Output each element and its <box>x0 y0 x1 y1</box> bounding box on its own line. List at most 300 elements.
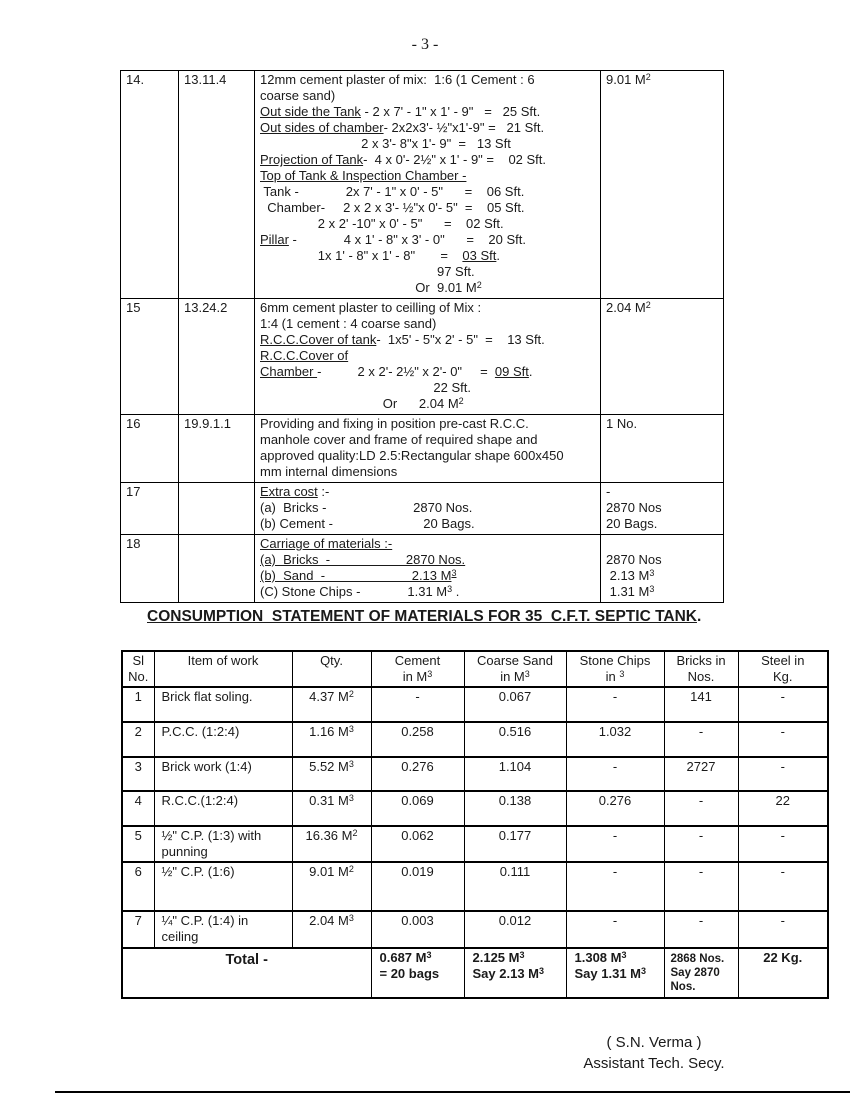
text-segment: Or 2.04 M <box>260 396 459 411</box>
text-line <box>162 844 290 860</box>
text-line <box>260 184 596 200</box>
measurement-row <box>121 483 724 535</box>
column-header <box>371 651 464 687</box>
text-line <box>162 759 290 775</box>
text-segment: 2870 Nos <box>606 500 662 515</box>
superscript: 2 <box>645 72 651 82</box>
text-line <box>295 793 369 809</box>
cell-item-code: 19.9.1.1 <box>179 415 255 483</box>
text-segment: Cement <box>394 653 441 668</box>
text-segment: (b) Sand - 2.13 M <box>260 568 452 583</box>
text-segment: - 4 x 0'- 2½" x 1' - 9" = 02 Sft. <box>363 152 547 167</box>
text-line <box>606 500 719 516</box>
text-line <box>260 216 596 232</box>
cell-item-of-work <box>154 722 292 757</box>
cell-coarse-sand: 0.177 <box>464 826 566 862</box>
cell-description <box>255 415 601 483</box>
text-line <box>157 653 290 669</box>
text-segment: 2 x 2' -10" x 0' - 5" = 02 Sft. <box>260 216 504 231</box>
text-line <box>606 484 719 500</box>
superscript: 2 <box>348 864 354 874</box>
text-line <box>260 396 596 412</box>
text-segment: Brick work (1:4) <box>161 759 252 774</box>
cell-sl-no: 7 <box>122 911 154 948</box>
text-segment: Or 9.01 M <box>260 280 477 295</box>
measurement-row <box>121 299 724 415</box>
consumption-table <box>121 650 829 999</box>
cell-sl-no: 4 <box>122 791 154 826</box>
text-line <box>606 568 719 584</box>
cell-steel: - <box>738 826 828 862</box>
text-line <box>260 136 596 152</box>
cell-sl-no: 16 <box>121 415 179 483</box>
text-segment: 1x 1' - 8" x 1' - 8" = <box>260 248 463 263</box>
text-line <box>473 950 564 966</box>
consumption-row <box>122 722 828 757</box>
cell-qty <box>292 722 371 757</box>
consumption-row <box>122 757 828 791</box>
text-line <box>260 264 596 280</box>
cell-bricks: - <box>664 862 738 911</box>
text-line <box>260 232 596 248</box>
cell-sl-no: 2 <box>122 722 154 757</box>
text-segment: (C) Stone Chips - 1.31 M <box>260 584 448 599</box>
cell-stone-chips: 1.032 <box>566 722 664 757</box>
text-segment: - 2 x 7' - 1" x 1' - 9" = 25 Sft. <box>360 104 541 119</box>
cell-total-steel <box>738 948 828 998</box>
text-segment: Providing and fixing in position pre-cast R.C.C. <box>260 416 529 431</box>
cell-steel: - <box>738 722 828 757</box>
text-line <box>569 653 662 669</box>
text-segment: Say 2870 <box>670 967 720 979</box>
text-line <box>606 300 719 316</box>
cell-bricks: - <box>664 826 738 862</box>
text-line <box>473 966 564 982</box>
cell-item-of-work <box>154 911 292 948</box>
text-line <box>575 966 662 982</box>
superscript: 3 <box>348 759 354 769</box>
cell-qty <box>292 687 371 722</box>
text-segment: 1.16 M <box>309 724 349 739</box>
text-line <box>162 913 290 929</box>
text-line <box>162 724 290 740</box>
text-segment: in <box>605 669 620 684</box>
text-segment: (a) Bricks - 2870 Nos. <box>260 500 473 515</box>
superscript: 3 <box>348 793 354 803</box>
cell-stone-chips: - <box>566 862 664 911</box>
text-segment: 9.01 M <box>309 864 349 879</box>
text-segment: 0.687 M <box>379 950 427 965</box>
text-line <box>260 248 596 264</box>
text-segment: . <box>452 584 460 599</box>
cell-bricks: - <box>664 911 738 948</box>
text-line <box>260 364 596 380</box>
cell-cement: 0.258 <box>371 722 464 757</box>
text-line <box>260 120 596 136</box>
cell-qty <box>292 911 371 948</box>
text-line <box>380 950 462 966</box>
superscript: 2 <box>458 396 464 406</box>
text-segment: 2.125 M <box>472 950 520 965</box>
cell-sl-no: 6 <box>122 862 154 911</box>
text-line <box>260 280 596 296</box>
text-line <box>260 416 596 432</box>
cell-qty <box>292 862 371 911</box>
superscript: 3 <box>519 950 525 960</box>
text-segment: Stone Chips <box>579 653 651 668</box>
cell-total-label: Total - <box>122 948 371 998</box>
superscript: 2 <box>645 300 651 310</box>
text-line <box>260 552 596 568</box>
superscript: 2 <box>348 689 354 699</box>
text-segment: Carriage of materials :- <box>260 536 393 551</box>
text-line <box>260 484 596 500</box>
text-segment: 1 No. <box>606 416 638 431</box>
column-header <box>738 651 828 687</box>
cell-steel: - <box>738 862 828 911</box>
cell-cement: 0.003 <box>371 911 464 948</box>
consumption-row <box>122 911 828 948</box>
text-segment: Bricks in <box>676 653 726 668</box>
text-line <box>671 980 736 994</box>
cell-sl-no: 14. <box>121 71 179 299</box>
text-line <box>125 653 152 669</box>
cell-item-code: 13.11.4 <box>179 71 255 299</box>
text-segment: . <box>496 248 500 263</box>
text-segment: 5.52 M <box>309 759 349 774</box>
heading-period: . <box>696 608 702 625</box>
cell-total-bricks <box>664 948 738 998</box>
heading-text: CONSUMPTION STATEMENT OF MATERIALS FOR 35 C.F.T. SEPTIC TANK <box>147 608 697 625</box>
column-header <box>664 651 738 687</box>
text-segment: coarse sand) <box>260 88 336 103</box>
text-segment: Out sides of chamber <box>260 120 384 135</box>
text-line <box>606 584 719 600</box>
text-segment: - 2x2x3'- ½"x1'-9" = 21 Sft. <box>383 120 545 135</box>
cell-cement: 0.069 <box>371 791 464 826</box>
cell-description <box>255 535 601 603</box>
cell-item-code <box>179 535 255 603</box>
measurement-row <box>121 71 724 299</box>
cell-sl-no: 5 <box>122 826 154 862</box>
text-segment: - 1x5' - 5"x 2' - 5" = 13 Sft. <box>376 332 545 347</box>
text-line <box>162 689 290 705</box>
cell-stone-chips: - <box>566 757 664 791</box>
text-segment: Brick flat soling. <box>161 689 253 704</box>
superscript: 3 <box>649 584 655 594</box>
text-segment: manhole cover and frame of required shape and <box>260 432 538 447</box>
cell-cement: - <box>371 687 464 722</box>
text-segment: Say 1.31 M <box>574 966 641 981</box>
cell-steel: - <box>738 911 828 948</box>
text-line <box>260 152 596 168</box>
text-segment: 2870 Nos <box>606 552 662 567</box>
text-segment: 4.37 M <box>309 689 349 704</box>
text-line <box>260 568 596 584</box>
text-segment: 97 Sft. <box>260 264 475 279</box>
text-line <box>606 416 719 432</box>
page-bottom-border <box>55 1091 850 1093</box>
measurement-table-body <box>121 71 724 603</box>
cell-coarse-sand: 0.138 <box>464 791 566 826</box>
text-line <box>260 448 596 464</box>
superscript: 3 <box>348 913 354 923</box>
text-segment: Kg. <box>772 669 793 684</box>
text-segment: Nos. <box>687 669 715 684</box>
text-line <box>260 316 596 332</box>
text-segment: 6mm cement plaster to ceilling of Mix : <box>260 300 482 315</box>
cell-total-cement <box>371 948 464 998</box>
text-segment: (a) Bricks - 2870 Nos. <box>260 552 466 567</box>
total-row <box>122 948 828 998</box>
superscript: 3 <box>447 584 453 594</box>
measurement-row <box>121 535 724 603</box>
cell-coarse-sand: 0.012 <box>464 911 566 948</box>
cell-coarse-sand: 0.516 <box>464 722 566 757</box>
column-header <box>464 651 566 687</box>
cell-stone-chips: - <box>566 826 664 862</box>
cell-bricks: 2727 <box>664 757 738 791</box>
cell-sl-no: 3 <box>122 757 154 791</box>
text-line <box>260 380 596 396</box>
cell-sl-no: 1 <box>122 687 154 722</box>
text-line <box>260 104 596 120</box>
text-segment: Coarse Sand <box>477 653 553 668</box>
text-segment: 16.36 M <box>305 828 353 843</box>
cell-item-code: 13.24.2 <box>179 299 255 415</box>
text-segment: 9.01 M <box>606 72 646 87</box>
consumption-header-row <box>122 651 828 687</box>
text-line <box>741 669 826 685</box>
cell-description <box>255 483 601 535</box>
text-segment: ½" C.P. (1:3) with <box>161 828 262 843</box>
text-segment: P.C.C. (1:2:4) <box>161 724 240 739</box>
text-segment: - <box>606 484 611 499</box>
cell-qty <box>292 757 371 791</box>
text-segment: Projection of Tank <box>260 152 364 167</box>
text-segment: R.C.C.(1:2:4) <box>161 793 239 808</box>
text-segment: 09 Sft <box>494 364 529 379</box>
text-line <box>575 950 662 966</box>
text-line <box>671 966 736 980</box>
text-segment: 1.31 M <box>606 584 650 599</box>
text-segment: Sl <box>132 653 145 668</box>
text-line <box>295 724 369 740</box>
consumption-row <box>122 862 828 911</box>
text-line <box>467 669 564 685</box>
text-line <box>741 653 826 669</box>
text-segment: R.C.C.Cover of <box>260 348 349 363</box>
text-segment: Chamber <box>260 364 318 379</box>
cell-qty <box>292 826 371 862</box>
cell-bricks: - <box>664 791 738 826</box>
text-line <box>260 584 596 600</box>
text-line <box>162 828 290 844</box>
cell-cement: 0.276 <box>371 757 464 791</box>
text-segment: 22 Sft. <box>260 380 471 395</box>
text-line <box>374 653 462 669</box>
text-line <box>667 669 736 685</box>
superscript: 3 <box>539 966 545 976</box>
text-segment: 12mm cement plaster of mix: 1:6 (1 Cement : 6 <box>260 72 535 87</box>
text-segment: . <box>528 364 533 379</box>
text-segment: 2.13 M <box>606 568 650 583</box>
text-line <box>606 536 719 552</box>
cell-stone-chips: - <box>566 687 664 722</box>
text-segment: Pillar <box>260 232 289 247</box>
superscript: 3 <box>451 568 457 578</box>
text-segment: ceiling <box>161 929 199 944</box>
text-line <box>260 200 596 216</box>
cell-coarse-sand: 0.111 <box>464 862 566 911</box>
consumption-table-body <box>122 687 828 998</box>
text-segment: Top of Tank & Inspection Chamber - <box>260 168 467 183</box>
text-line <box>569 669 662 685</box>
superscript: 3 <box>524 669 530 679</box>
text-segment: :- <box>317 484 330 499</box>
text-segment: in M <box>500 669 525 684</box>
cell-stone-chips: 0.276 <box>566 791 664 826</box>
measurement-row <box>121 415 724 483</box>
cell-item-of-work <box>154 826 292 862</box>
measurement-table <box>120 70 724 603</box>
cell-steel: - <box>738 757 828 791</box>
text-segment: ½" C.P. (1:6) <box>161 864 235 879</box>
cell-item-of-work <box>154 687 292 722</box>
text-line <box>467 653 564 669</box>
text-line <box>741 950 826 966</box>
text-line <box>380 966 462 982</box>
cell-stone-chips: - <box>566 911 664 948</box>
signature-title: Assistant Tech. Secy. <box>583 1055 725 1072</box>
superscript: 3 <box>641 966 647 976</box>
text-segment: 2 x 3'- 8"x 1'- 9" = 13 Sft <box>260 136 511 151</box>
text-line <box>295 828 369 844</box>
page-number: - 3 - <box>411 36 439 53</box>
superscript: 3 <box>621 950 627 960</box>
text-line <box>260 72 596 88</box>
text-line <box>162 793 290 809</box>
text-segment: 2.04 M <box>309 913 349 928</box>
text-line <box>667 653 736 669</box>
superscript: 2 <box>476 280 482 290</box>
text-line <box>606 552 719 568</box>
text-line <box>295 759 369 775</box>
superscript: 3 <box>426 950 432 960</box>
text-segment: Nos. <box>670 981 696 993</box>
column-header <box>292 651 371 687</box>
text-line <box>295 689 369 705</box>
text-line <box>260 88 596 104</box>
superscript: 3 <box>649 568 655 578</box>
superscript: 2 <box>352 828 358 838</box>
text-segment: 1.308 M <box>574 950 622 965</box>
text-segment: - 4 x 1' - 8" x 3' - 0" = 20 Sft. <box>288 232 526 247</box>
cell-cement: 0.019 <box>371 862 464 911</box>
text-line <box>260 300 596 316</box>
text-segment: Tank - 2x 7' - 1" x 0' - 5" = 06 Sft. <box>260 184 525 199</box>
consumption-table-head <box>122 651 828 687</box>
text-segment: - 2 x 2'- 2½" x 2'- 0" = <box>317 364 495 379</box>
text-segment: punning <box>161 844 208 859</box>
text-segment: = 20 bags <box>379 966 440 981</box>
text-segment: R.C.C.Cover of tank <box>260 332 377 347</box>
text-line <box>260 536 596 552</box>
text-segment: Item of work <box>187 653 259 668</box>
superscript: 3 <box>427 669 433 679</box>
cell-item-of-work <box>154 791 292 826</box>
text-line <box>260 464 596 480</box>
text-segment: 20 Bags. <box>606 516 658 531</box>
text-segment: Steel in <box>761 653 805 668</box>
text-line <box>606 516 719 532</box>
text-line <box>295 864 369 880</box>
cell-coarse-sand: 0.067 <box>464 687 566 722</box>
cell-description <box>255 299 601 415</box>
cell-item-code <box>179 483 255 535</box>
text-line <box>260 168 596 184</box>
cell-steel: 22 <box>738 791 828 826</box>
text-segment: in M <box>402 669 428 684</box>
cell-item-of-work <box>154 757 292 791</box>
cell-description <box>255 71 601 299</box>
cell-quantity <box>601 483 724 535</box>
text-line <box>260 348 596 364</box>
text-line <box>260 500 596 516</box>
cell-total-stone-chips <box>566 948 664 998</box>
text-line <box>260 432 596 448</box>
text-line <box>606 72 719 88</box>
cell-item-of-work <box>154 862 292 911</box>
text-segment: mm internal dimensions <box>260 464 398 479</box>
column-header <box>122 651 154 687</box>
cell-quantity <box>601 299 724 415</box>
text-segment: 03 Sft <box>462 248 497 263</box>
cell-qty <box>292 791 371 826</box>
cell-quantity <box>601 535 724 603</box>
text-segment: approved quality:LD 2.5:Rectangular shape 600x450 <box>260 448 564 463</box>
cell-sl-no: 17 <box>121 483 179 535</box>
consumption-row <box>122 826 828 862</box>
cell-quantity <box>601 71 724 299</box>
text-line <box>374 669 462 685</box>
text-segment: No. <box>128 669 149 684</box>
cell-quantity <box>601 415 724 483</box>
text-line <box>260 516 596 532</box>
text-segment: 2868 Nos. <box>670 953 725 965</box>
cell-coarse-sand: 1.104 <box>464 757 566 791</box>
text-line <box>295 913 369 929</box>
text-segment: 22 Kg. <box>763 950 803 965</box>
text-line <box>671 952 736 966</box>
text-line <box>295 653 369 669</box>
text-segment: Out side the Tank <box>260 104 361 119</box>
signature-name: ( S.N. Verma ) <box>606 1034 702 1051</box>
text-segment: ¼" C.P. (1:4) in <box>161 913 249 928</box>
text-line <box>260 332 596 348</box>
cell-bricks: - <box>664 722 738 757</box>
cell-sl-no: 18 <box>121 535 179 603</box>
column-header <box>566 651 664 687</box>
text-segment: Say 2.13 M <box>472 966 539 981</box>
text-line <box>162 864 290 880</box>
consumption-heading <box>147 608 701 626</box>
superscript: 3 <box>619 669 625 679</box>
text-segment: Extra cost <box>260 484 318 499</box>
cell-total-coarse-sand <box>464 948 566 998</box>
signature-block <box>538 1032 770 1074</box>
cell-cement: 0.062 <box>371 826 464 862</box>
